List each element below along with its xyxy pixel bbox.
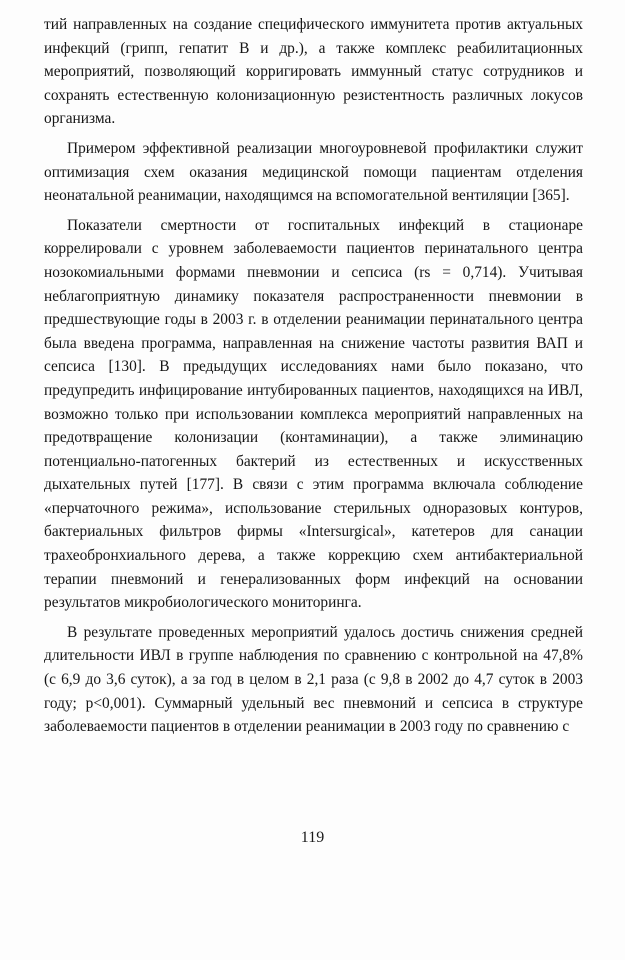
page-body-text	[44, 13, 583, 745]
paragraph-4: В результате проведенных мероприятий удалось достичь снижения средней длительности ИВЛ в группе наблюдения по сравнению с контрольной на 47,8% (с 6,9 до 3,6 суток), а за год в целом в 2,1 раза (с 9,8 в 2002 до 4,7 суток в 2003 году; p<0,001). Суммарный удельный вес пневмоний и сепсиса в структуре заболеваемости пациентов в отделении реанимации в 2003 году по сравнению с	[44, 623, 583, 736]
page-number: 119	[300, 829, 325, 846]
paragraph-3: Показатели смертности от госпитальных инфекций в стационаре коррелировали с уровнем заболеваемости пациентов перинатального центра нозокомиальными формами пневмонии и сепсиса (rs = 0,714). Учитывая неблагоприятную динамику показателя распространенности пневмонии в предшествующие годы в 2003 г. в отделении реанимации перинатального центра была введена программа, направленная на снижение частоты развития ВАП и сепсиса [130]. В предыдущих исследованиях нами было показано, что предупредить инфицирование интубированных пациентов, находящихся на ИВЛ, возможно только при использовании комплекса мероприятий направленных на предотвращение колонизации (контаминации), а также элиминацию потенциально-патогенных бактерий из естественных и искусственных дыхательных путей [177]. В связи с этим программа включала соблюдение «перчаточного режима», использование стерильных одноразовых контуров, бактериальных фильтров фирмы «Intersurgical», катетеров для санации трахеобронхиального дерева, а также коррекцию схем антибактериальной терапии пневмоний и генерализованных форм инфекций на основании результатов микробиологического мониторинга.	[44, 216, 583, 612]
paragraph-2: Примером эффективной реализации многоуровневой профилактики служит оптимизация схем оказания медицинской помощи пациентам отделения неонатальной реанимации, находящимся на вспомогательной вентиляции [365].	[44, 139, 583, 205]
paragraph-1: тий направленных на создание специфического иммунитета против актуальных инфекций (грипп, гепатит В и др.), а также комплекс реабилитационных мероприятий, позволяющий корригировать иммунный статус сотрудников и сохранять естественную колонизационную резистентность различных локусов организма.	[44, 16, 583, 128]
